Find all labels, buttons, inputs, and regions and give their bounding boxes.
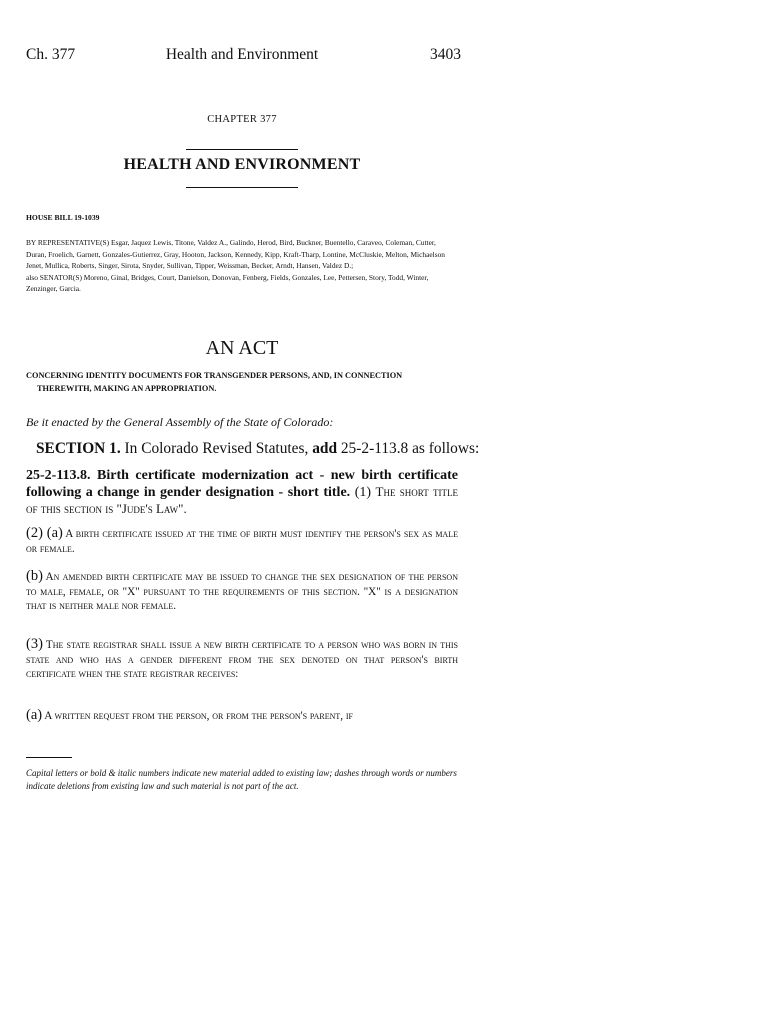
section-1-citation: 25-2-113.8 as follows: [337,440,480,457]
paragraph-2a-text: A birth certificate issued at the time of birth must identify the person's sex as male or female. [26,528,458,555]
paragraph-3-number: (3) [26,636,43,652]
paragraph-2a-number: (2) (a) [26,525,63,541]
paragraph-2b-number: (b) [26,568,43,584]
running-head-subject: Health and Environment [165,46,319,63]
bill-number: HOUSE BILL 19-1039 [26,213,100,222]
senators-list: also SENATOR(S) Moreno, Ginal, Bridges, Court, Danielson, Donovan, Fenberg, Fields, Gonzales, Lee, Pettersen, Story, Todd, Winter, Zenzinger, Garcia. [26,272,429,294]
act-title [26,369,458,395]
section-1 [36,440,479,458]
sponsors-block [26,237,458,295]
paragraph-2a [26,526,458,556]
page-number: 3403 [430,46,461,63]
chapter-label: CHAPTER 377 [207,114,277,125]
paragraph-3-text: The state registrar shall issue a new birth certificate to a person who was born in this state and who has a gender different from the sex denoted on that person's birth certificate when the state registrar receives: [26,639,458,680]
section-1-verb: add [312,440,338,457]
statute-heading-title: 25-2-113.8. Birth certificate modernization act - new birth certificate following a change in gender designation - short title. [26,468,458,500]
paragraph-2b [26,569,458,614]
paragraph-3a-number: (a) [26,707,43,723]
act-title-line-2: THEREWITH, MAKING AN APPROPRIATION. [37,384,217,393]
statute-heading [26,468,458,518]
section-1-text: In Colorado Revised Statutes, [120,440,313,457]
act-title-line-1: CONCERNING IDENTITY DOCUMENTS FOR TRANSGENDER PERSONS, AND, IN CONNECTION [26,371,403,380]
subsection-1-text: The short title of this section is "Jude's Law". [26,484,458,516]
paragraph-3 [26,637,458,682]
enacting-clause: Be it enacted by the General Assembly of the State of Colorado: [26,415,334,429]
footnote-rule [26,757,72,758]
chapter-reference: Ch. 377 [26,46,76,63]
section-1-label: SECTION 1. [36,440,121,457]
title-rule-top [186,149,298,150]
subsection-1-number: (1) [354,485,372,500]
paragraph-2b-text: An amended birth certificate may be issued to change the sex designation of the person to male, female, or "X" pursuant to the requirements of this section. "X" is a designation that is neither male nor female. [26,571,458,612]
an-act-heading: AN ACT [205,337,279,359]
paragraph-3a [26,708,458,724]
footnote: Capital letters or bold & italic numbers indicate new material added to existing law; dashes through words or numbers indicate deletions from existing law and such material is not part of the act. [26,768,457,791]
representatives-list: BY REPRESENTATIVE(S) Esgar, Jaquez Lewis, Titone, Valdez A., Galindo, Herod, Bird, Buckner, Buentello, Caraveo, Coleman, Cutter, Duran, Froelich, Garnett, Gonzales-Gutierrez, Gray, Hooton, Jackson, Kennedy, Kipp, Kraft-Tharp, Lontine, McCluskie, Melton, Michaelson Jenet, Mullica, Roberts, Singer, Sirota, Snyder, Sullivan, Tipper, Weissman, Becker, Arndt, Hansen, Valdez D.; [26,238,445,271]
document-title: HEALTH AND ENVIRONMENT [123,156,361,173]
paragraph-3a-text: A written request from the person, or from the person's parent, if [44,710,353,722]
title-rule-bottom [186,187,298,188]
